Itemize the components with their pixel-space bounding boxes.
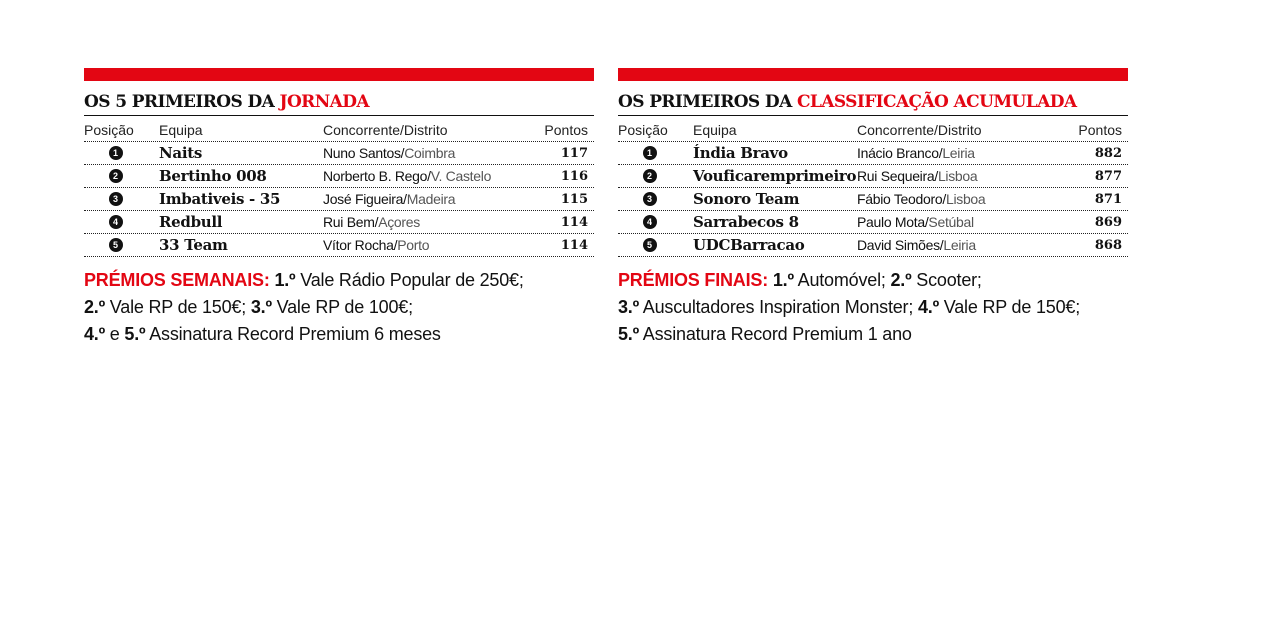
team-name: Imbativeis - 35	[159, 190, 281, 208]
position-badge: 2	[643, 169, 657, 183]
table-row	[84, 233, 594, 257]
position-badge: 1	[643, 146, 657, 160]
points: 115	[560, 191, 588, 207]
points: 871	[1094, 191, 1122, 207]
points: 882	[1094, 145, 1122, 161]
table-row	[618, 164, 1128, 187]
team-name: Redbull	[159, 213, 223, 231]
table-row	[618, 141, 1128, 164]
header-position: Posição	[618, 122, 668, 138]
table-row	[84, 141, 594, 164]
competitor: Rui Bem/Açores	[323, 214, 420, 230]
ranking-table	[618, 141, 1128, 257]
table-row	[84, 187, 594, 210]
red-header-bar	[84, 68, 594, 81]
points: 114	[560, 237, 588, 253]
competitor: Vítor Rocha/Porto	[323, 237, 430, 253]
ranking-table	[84, 141, 594, 257]
competitor: Paulo Mota/Setúbal	[857, 214, 974, 230]
red-header-bar	[618, 68, 1128, 81]
competitor: Nuno Santos/Coimbra	[323, 145, 456, 161]
competitor: Fábio Teodoro/Lisboa	[857, 191, 986, 207]
position-badge: 2	[109, 169, 123, 183]
weekly-ranking-panel	[84, 68, 594, 348]
table-row	[84, 210, 594, 233]
table-header	[618, 119, 1128, 141]
header-team: Equipa	[693, 122, 737, 138]
team-name: Índia Bravo	[693, 144, 788, 162]
table-row	[618, 187, 1128, 210]
header-points: Pontos	[1078, 122, 1122, 138]
team-name: Vouficaremprimeiro	[693, 167, 857, 185]
weekly-prizes: PRÉMIOS SEMANAIS: 1.º Vale Rádio Popular de 250€; 2.º Vale RP de 150€; 3.º Vale RP de 100€; 4.º e 5.º Assinatura Record Premium 6 meses	[84, 270, 524, 344]
points: 117	[560, 145, 588, 161]
competitor: David Simões/Leiria	[857, 237, 976, 253]
position-badge: 5	[109, 238, 123, 252]
position-badge: 3	[643, 192, 657, 206]
points: 114	[560, 214, 588, 230]
position-badge: 5	[643, 238, 657, 252]
competitor: Norberto B. Rego/V. Castelo	[323, 168, 492, 184]
team-name: 33 Team	[159, 236, 228, 254]
header-position: Posição	[84, 122, 134, 138]
final-prizes: PRÉMIOS FINAIS: 1.º Automóvel; 2.º Scooter; 3.º Auscultadores Inspiration Monster; 4.º Vale RP de 150€; 5.º Assinatura Record Premium 1 ano	[618, 270, 1080, 344]
team-name: Sarrabecos 8	[693, 213, 799, 231]
position-badge: 3	[109, 192, 123, 206]
team-name: Bertinho 008	[159, 167, 267, 185]
competitor: Rui Sequeira/Lisboa	[857, 168, 978, 184]
competitor: Inácio Branco/Leiria	[857, 145, 975, 161]
points: 116	[560, 168, 588, 184]
table-row	[84, 164, 594, 187]
team-name: Sonoro Team	[693, 190, 800, 208]
points: 877	[1094, 168, 1122, 184]
position-badge: 1	[109, 146, 123, 160]
header-team: Equipa	[159, 122, 203, 138]
position-badge: 4	[109, 215, 123, 229]
points: 869	[1094, 214, 1122, 230]
position-badge: 4	[643, 215, 657, 229]
panel-title: OS 5 PRIMEIROS DA JORNADA	[84, 91, 594, 116]
header-competitor: Concorrente/Distrito	[857, 122, 982, 138]
panel-title: OS PRIMEIROS DA CLASSIFICAÇÃO ACUMULADA	[618, 91, 1128, 116]
cumulative-ranking-panel	[618, 68, 1128, 348]
header-competitor: Concorrente/Distrito	[323, 122, 448, 138]
competitor: José Figueira/Madeira	[323, 191, 456, 207]
table-row	[618, 210, 1128, 233]
team-name: UDCBarracao	[693, 236, 805, 254]
table-row	[618, 233, 1128, 257]
team-name: Naits	[159, 144, 203, 162]
header-points: Pontos	[544, 122, 588, 138]
points: 868	[1094, 237, 1122, 253]
table-header	[84, 119, 594, 141]
